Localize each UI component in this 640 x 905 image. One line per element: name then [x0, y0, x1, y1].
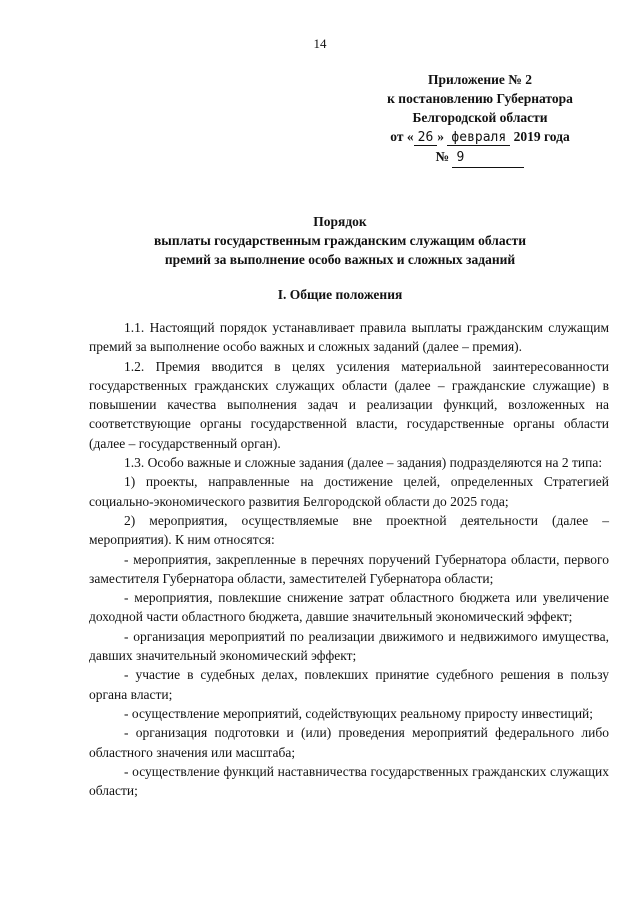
date-prefix: от « [390, 129, 414, 144]
list-item-projects: 1) проекты, направленные на достижение целей, определенных Стратегией социально-экономического развития Белгородской области до 2025 года; [89, 474, 609, 509]
section-heading: I. Общие положения [277, 287, 403, 302]
title-line-2: выплаты государственным гражданским служащим области [153, 233, 526, 248]
bullet-court-cases: - участие в судебных делах, повлекших принятие судебного решения в пользу органа власти; [89, 667, 609, 702]
bullet-events: - организация подготовки и (или) проведения мероприятий федерального либо областного значения или масштаба; [89, 725, 609, 760]
title-line-1: Порядок [313, 214, 367, 229]
appendix-ref-line: к постановлению Губернатора [387, 91, 573, 106]
appendix-region-line: Белгородской области [412, 110, 548, 125]
bullet-investments: - осуществление мероприятий, содействующих реальному приросту инвестиций; [124, 705, 594, 721]
document-title [60, 212, 620, 269]
paragraph-1-1: 1.1. Настоящий порядок устанавливает правила выплаты гражданским служащим премий за выполнение особо важных и сложных заданий (далее – премия). [89, 320, 609, 355]
page-number: 14 [313, 36, 327, 51]
bullet-mentoring: - осуществление функций наставничества государственных гражданских служащих области; [89, 763, 609, 799]
title-line-3: премий за выполнение особо важных и сложных заданий [164, 252, 516, 267]
appendix-date-line [360, 127, 600, 147]
paragraph-1-2: 1.2. Премия вводится в целях усиления материальной заинтересованности государственных гражданских служащих области (далее – гражданские служащие) в повышении качества выполнения задач и реализации функций, возложенных на соответствующие органы государственной власти, государственные органы области (далее – государственный орган). [89, 358, 609, 451]
date-month: февраля [447, 130, 510, 146]
date-day: 26 [414, 130, 438, 146]
bullet-property-sale: - организация мероприятий по реализации движимого и недвижимого имущества, давших значительный экономический эффект; [89, 628, 609, 664]
bullet-budget-effect: - мероприятия, повлекшие снижение затрат областного бюджета или увеличение доходной части областного бюджета, давшие значительный экономический эффект; [89, 590, 609, 625]
number-value: 9 [452, 148, 524, 168]
paragraph-1-3: 1.3. Особо важные и сложные задания (далее – задания) подразделяются на 2 типа: [124, 455, 603, 471]
bullet-governor-orders: - мероприятия, закрепленные в перечнях поручений Губернатора области, первого заместителя Губернатора области, заместителей Губернатора области; [89, 551, 609, 586]
list-item-activities: 2) мероприятия, осуществляемые вне проектной деятельности (далее – мероприятия). К ним относятся: [89, 512, 609, 548]
date-mid: » [437, 129, 445, 144]
appendix-title: Приложение № 2 [428, 72, 532, 87]
appendix-number-line [360, 147, 600, 168]
body-text [89, 318, 609, 800]
number-prefix: № [435, 149, 450, 164]
date-year: 2019 года [513, 129, 570, 144]
appendix-block [360, 70, 600, 168]
